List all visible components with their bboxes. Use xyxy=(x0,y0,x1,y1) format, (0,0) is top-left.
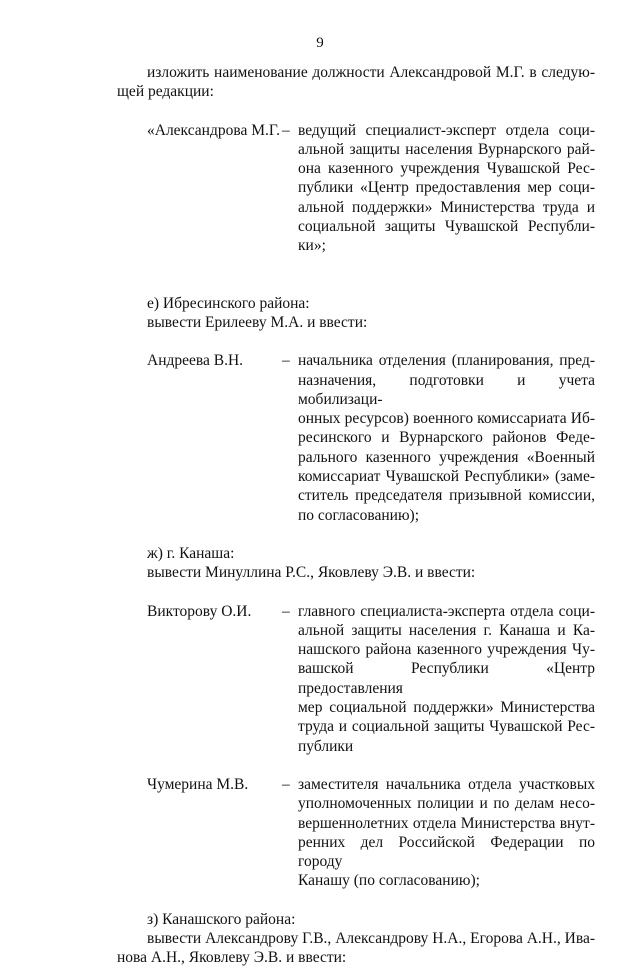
page-number: 9 xyxy=(316,35,324,51)
entry-andreeva xyxy=(147,351,595,525)
entry-name: «Александрова М.Г. xyxy=(147,121,280,139)
desc-line: публики «Центр предоставления мер соци- xyxy=(298,179,595,197)
desc-line: труда и социальной защиты Чувашской Рес- xyxy=(298,718,595,736)
section-zh-action: вывести Минуллина Р.С., Яковлеву Э.В. и ввести: xyxy=(147,564,476,582)
intro-paragraph xyxy=(117,63,595,102)
desc-line: вашской Республики «Центр предоставления xyxy=(298,660,595,697)
desc-line: главного специалиста-эксперта отдела соци- xyxy=(298,602,595,620)
entry-dash: – xyxy=(282,121,290,139)
desc-line: ки»; xyxy=(298,237,326,255)
entry-dash: – xyxy=(282,352,290,370)
desc-line: рального казенного учреждения «Военный xyxy=(298,448,595,466)
desc-line: заместителя начальника отдела участковых xyxy=(298,775,595,793)
entry-alexandrova xyxy=(147,121,595,256)
desc-line: она казенного учреждения Чувашской Рес- xyxy=(298,160,595,178)
entry-name: Викторову О.И. xyxy=(147,602,252,620)
desc-line: альной защиты населения Вурнарского рай- xyxy=(298,140,595,158)
section-zh-heading: ж) г. Канаша: xyxy=(147,544,235,562)
entry-dash: – xyxy=(282,602,290,620)
desc-line: онных ресурсов) военного комиссариата Иб- xyxy=(298,410,595,428)
desc-line: вершеннолетних отдела Министерства внут- xyxy=(298,814,595,832)
desc-line: назначения, подготовки и учета мобилизаци- xyxy=(298,371,595,408)
entry-chumerina xyxy=(147,775,595,891)
desc-line: ресинского и Вурнарского районов Феде- xyxy=(298,429,595,447)
desc-line: мер социальной поддержки» Министерства xyxy=(298,699,595,717)
section-e-heading: е) Ибресинского района: xyxy=(147,294,310,312)
desc-line: альной защиты населения г. Канаша и Ка- xyxy=(298,621,595,639)
section-e-action: вывести Ерилееву М.А. и ввести: xyxy=(147,313,368,331)
entry-description xyxy=(298,351,595,525)
entry-name: Чумерина М.В. xyxy=(147,775,249,793)
action-line: вывести Александрову Г.В., Александрову Н.А., Егорова А.Н., Ива- xyxy=(147,929,595,947)
desc-line: альной поддержки» Министерства труда и xyxy=(298,198,595,216)
desc-line: уполномоченных полиции и по делам несо- xyxy=(298,795,595,813)
entry-description xyxy=(298,121,595,256)
desc-line: социальной защиты Чувашской Республи- xyxy=(298,218,595,236)
desc-line: по согласованию); xyxy=(298,506,419,524)
desc-line: публики xyxy=(298,737,354,755)
desc-line: нашского района казенного учреждения Чу- xyxy=(298,641,595,659)
intro-line: щей редакции: xyxy=(117,83,214,101)
document-body xyxy=(117,63,595,968)
desc-line: Канашу (по согласованию); xyxy=(298,872,480,890)
desc-line: ренних дел Российской Федерации по городу xyxy=(298,833,595,871)
section-z-action xyxy=(117,929,595,968)
section-z-heading: з) Канашского района: xyxy=(147,910,296,928)
entry-description xyxy=(298,775,595,891)
desc-line: начальника отделения (планирования, пред- xyxy=(298,352,595,370)
action-line: нова А.Н., Яковлеву Э.В. и ввести: xyxy=(117,949,347,967)
desc-line: ститель председателя призывной комиссии, xyxy=(298,487,595,505)
desc-line: комиссариат Чувашской Республики» (заме- xyxy=(298,468,595,486)
intro-line: изложить наименование должности Александровой М.Г. в следую- xyxy=(147,64,595,81)
entry-description xyxy=(298,602,595,756)
entry-dash: – xyxy=(282,775,290,793)
desc-line: ведущий специалист-эксперт отдела соци- xyxy=(298,121,595,139)
entry-viktorova xyxy=(147,602,595,756)
entry-name: Андреева В.Н. xyxy=(147,352,244,370)
